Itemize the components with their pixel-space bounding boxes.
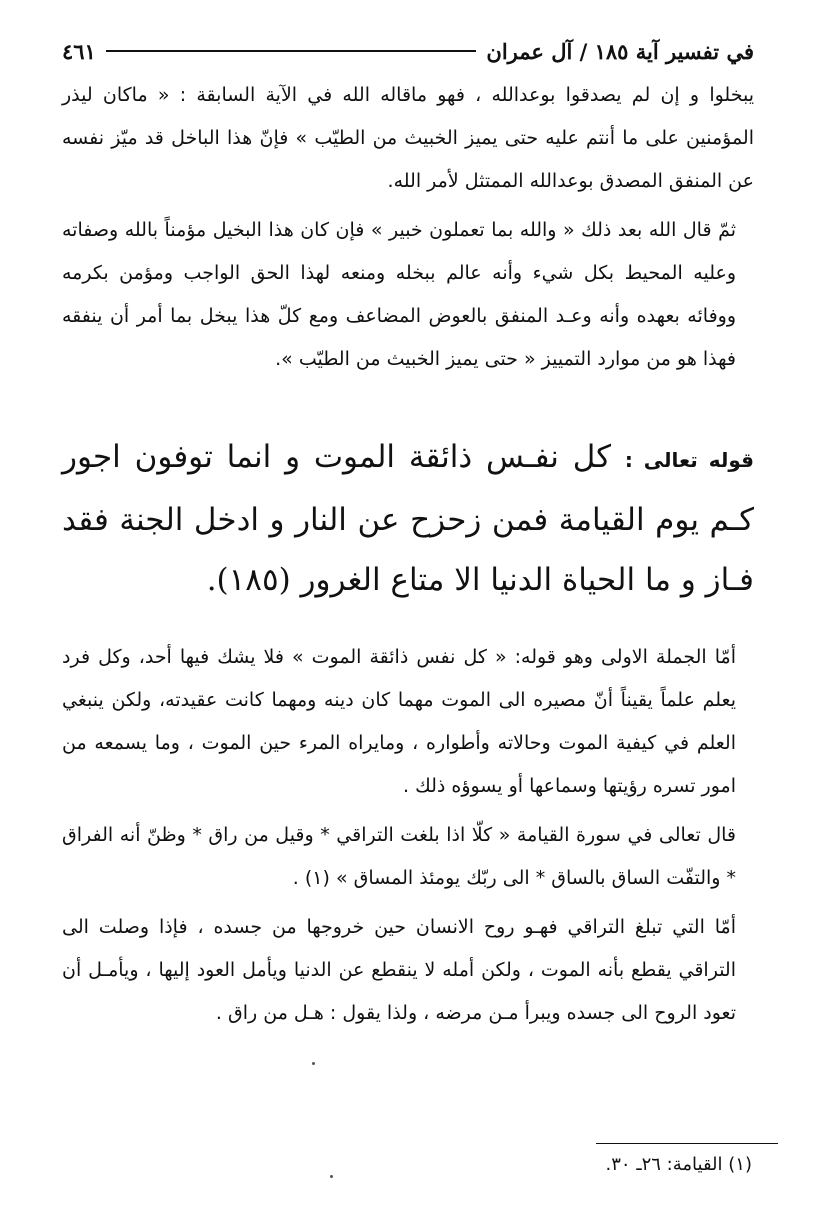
running-title: في تفسير آية ١٨٥ / آل عمران bbox=[486, 38, 754, 64]
paragraph-3: أمّا الجملة الاولى وهو قوله: « كل نفس ذائقة الموت » فلا يشك فيها أحد، وكل فرد يعلم علماً يقيناً أنّ مصيره الى الموت مهما كان دينه ومهما كانت عقيدته، ولكن ينبغي العلم في كيفية الموت وحالاته وأطواره ، ومايراه المرء حين الموت ، وما يسمعه من امور تسره رؤيتها وسماعها أو يسوؤه ذلك . bbox=[62, 646, 736, 797]
scan-speck bbox=[312, 1062, 315, 1065]
verse-text: كل نفـس ذائقة الموت و انما توفون اجور كـم يوم القيامة فمن زحزح عن النار و ادخل الجنة فقد فـاز و ما الحياة الدنيا الا متاع الغرور (١٨٥). bbox=[62, 439, 754, 598]
header-rule bbox=[106, 50, 477, 52]
footnote: (١) القيامة: ٢٦ـ ٣٠. bbox=[605, 1154, 752, 1175]
running-header bbox=[62, 28, 754, 74]
verse-lead: قوله تعالى : bbox=[624, 448, 755, 472]
paragraph-5: أمّا التي تبلغ التراقي فهـو روح الانسان حين خروجها من جسده ، فإذا وصلت الى التراقي يقطع بأنه الموت ، ولكن أمله لا ينقطع عن الدنيا ويأمل العود إليها ، ويأمـل أن تعود الروح الى جسده ويبرأ مـن مرضه ، ولذا يقول : هـل من راق . bbox=[62, 916, 736, 1024]
footnote-rule bbox=[596, 1143, 778, 1144]
page-number: ٤٦١ bbox=[62, 38, 96, 64]
quranic-verse bbox=[62, 427, 754, 610]
paragraph-2: ثمّ قال الله بعد ذلك « والله بما تعملون خبير » فإن كان هذا البخيل مؤمناً بالله وصفاته وعليه المحيط بكل شيء وأنه عالم ببخله ومنعه لهذا الحق الواجب ومؤمن بكرمه ووفائه بعهده وأنه وعـد المنفق بالعوض المضاعف ومع كلّ هذا يبخل بما أمر أن ينفقه فهذا هو من موارد التمييز « حتى يميز الخبيث من الطيّب ». bbox=[62, 219, 736, 370]
paragraph-1: يبخلوا و إن لم يصدقوا بوعدالله ، فهو ماقاله الله في الآية السابقة : « ماكان ليذر المؤمنين على ما أنتم عليه حتى يميز الخبيث من الطيّب » فإنّ هذا الباخل قد ميّز نفسه عن المنفق المصدق بوعدالله الممتثل لأمر الله. bbox=[62, 84, 754, 192]
book-page bbox=[62, 28, 754, 1035]
scan-speck bbox=[330, 1175, 333, 1178]
paragraph-4: قال تعالى في سورة القيامة « كلّا اذا بلغت التراقي * وقيل من راق * وظنّ أنه الفراق * والتفّت الساق بالساق * الى ربّك يومئذ المساق » (١) . bbox=[62, 824, 736, 889]
